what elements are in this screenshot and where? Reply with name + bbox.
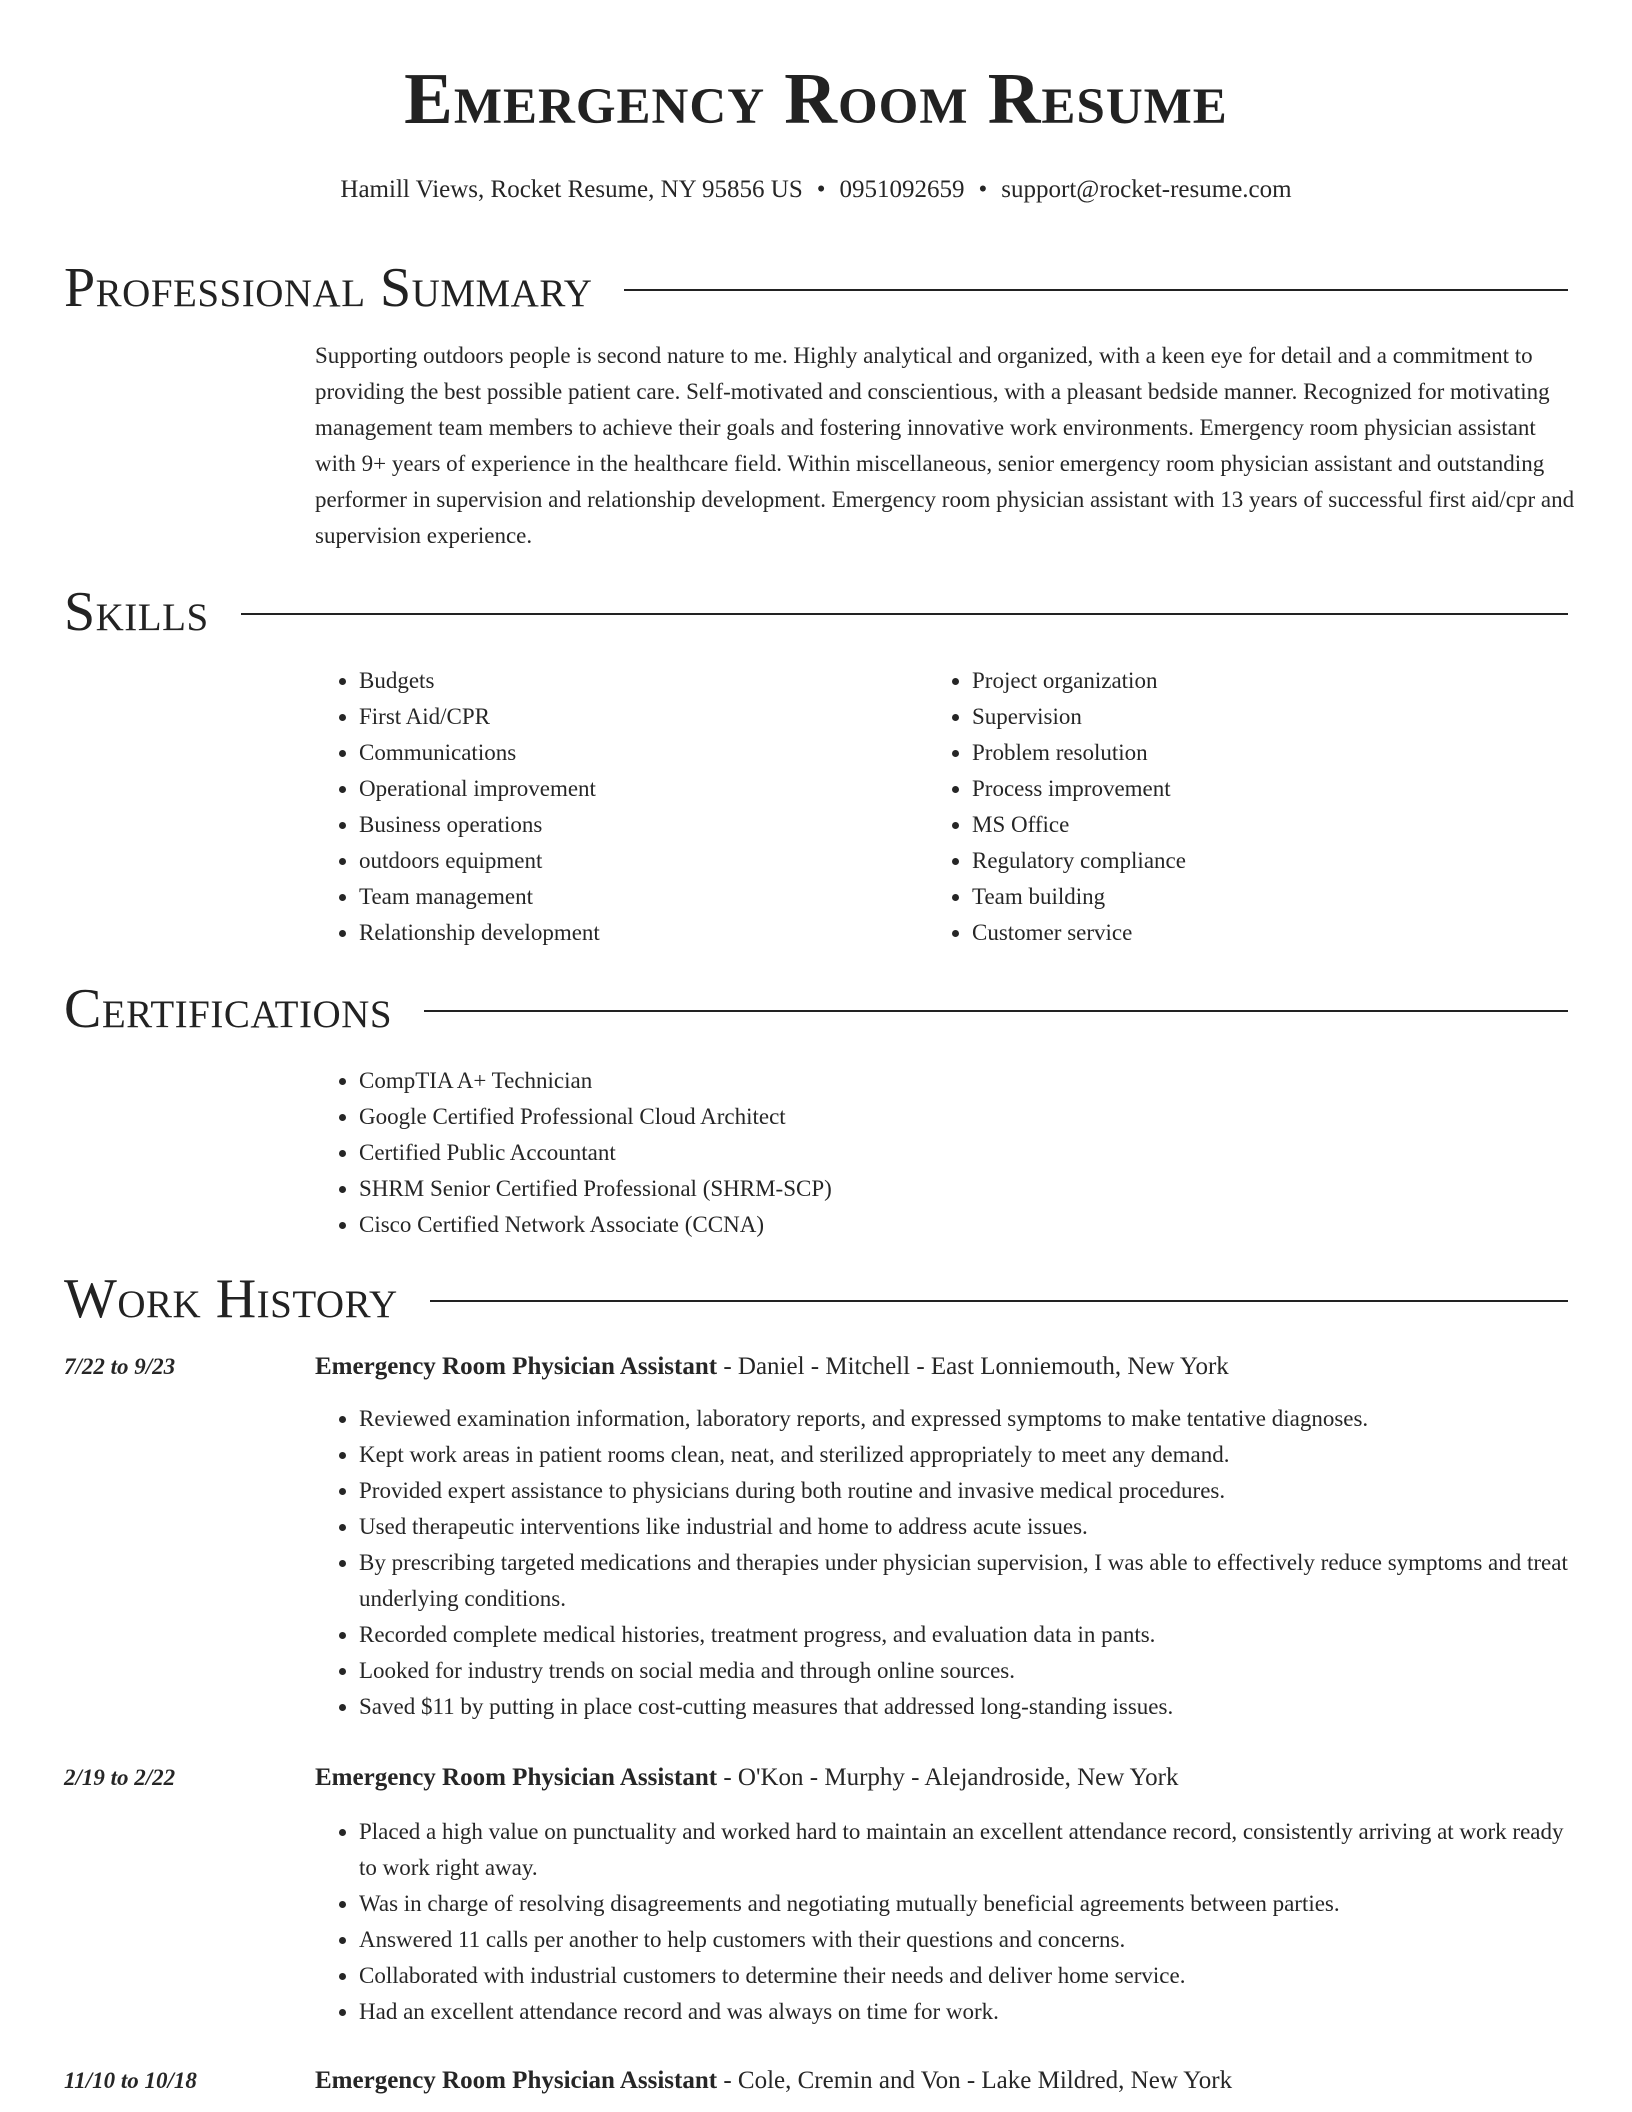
contact-line (0, 175, 1632, 205)
section-divider (424, 1010, 1568, 1012)
job-employer: - Cole, Cremin and Von - Lake Mildred, New York (717, 2067, 1233, 2094)
skill-item: • Problem resolution (972, 735, 1528, 771)
section-divider (430, 1300, 1568, 1302)
skill-item: • Team management (359, 879, 915, 915)
job-duty-item: • Saved $11 by putting in place cost-cutting measures that addressed long-standing issues. (359, 1689, 1575, 1725)
job-duty-item: • Placed a high value on punctuality and worked hard to maintain an excellent attendance record, consistently arriving at work ready to work right away. (359, 1814, 1575, 1886)
certification-item: • CompTIA A+ Technician (359, 1063, 1515, 1099)
job-duty-item: • Answered 11 calls per another to help customers with their questions and concerns. (359, 1922, 1575, 1958)
job-dates: 11/10 to 10/18 (64, 2068, 197, 2093)
skill-item: • Business operations (359, 807, 915, 843)
document-title: Emergency Room Resume (404, 58, 1228, 139)
skill-item: • Relationship development (359, 915, 915, 951)
contact-separator: • (816, 176, 826, 203)
skill-item: • Regulatory compliance (972, 843, 1528, 879)
work-history-heading: Work History (64, 1268, 398, 1330)
summary-heading: Professional Summary (64, 257, 593, 319)
skill-item: • Team building (972, 879, 1528, 915)
skill-item: • Project organization (972, 663, 1528, 699)
job-role: Emergency Room Physician Assistant (315, 1764, 718, 1791)
job-role: Emergency Room Physician Assistant (315, 1353, 718, 1380)
contact-separator: • (978, 176, 988, 203)
skill-item: • Customer service (972, 915, 1528, 951)
skills-list-left (315, 663, 915, 951)
summary-text: Supporting outdoors people is second nature to me. Highly analytical and organized, with a keen eye for detail and a commitment to providing the best possible patient care. Self-motivated and conscientious, with a pleasant bedside manner. Recognized for motivating management team members to achieve their goals and fostering innovative work environments. Emergency room physician assistant with 9+ years of experience in the healthcare field. Within miscellaneous, senior emergency room physician assistant and outstanding performer in supervision and relationship development. Emergency room physician assistant with 13 years of successful first aid/cpr and supervision experience. (315, 343, 1575, 548)
job-duty-item: • By prescribing targeted medications and therapies under physician supervision, I was able to effectively reduce symptoms and treat underlying conditions. (359, 1545, 1575, 1617)
job-employer: - O'Kon - Murphy - Alejandroside, New York (717, 1764, 1179, 1791)
skills-heading: Skills (64, 581, 209, 643)
job-heading (315, 2065, 1232, 2097)
job-duties (315, 1814, 1575, 2030)
certifications-list (315, 1063, 1515, 1243)
job-dates: 7/22 to 9/23 (64, 1354, 176, 1379)
contact-email: support@rocket-resume.com (1001, 176, 1292, 203)
skill-item: • Process improvement (972, 771, 1528, 807)
job-duty-item: • Was in charge of resolving disagreements and negotiating mutually beneficial agreements between parties. (359, 1886, 1575, 1922)
job-duty-item: • Reviewed examination information, laboratory reports, and expressed symptoms to make tentative diagnoses. (359, 1401, 1575, 1437)
summary-section-header (64, 257, 1568, 319)
certification-item: • Certified Public Accountant (359, 1135, 1515, 1171)
skill-item: • MS Office (972, 807, 1528, 843)
job-heading (315, 1762, 1178, 1794)
job-heading (315, 1351, 1229, 1383)
certifications-block (315, 1063, 1515, 1243)
skill-item: • Operational improvement (359, 771, 915, 807)
skill-item: • Budgets (359, 663, 915, 699)
certification-item: • SHRM Senior Certified Professional (SHRM-SCP) (359, 1171, 1515, 1207)
contact-address: Hamill Views, Rocket Resume, NY 95856 US (340, 176, 803, 203)
skill-item: • Communications (359, 735, 915, 771)
certifications-section-header (64, 978, 1568, 1040)
certification-item: • Google Certified Professional Cloud Architect (359, 1099, 1515, 1135)
job-duties-list (315, 1401, 1575, 1725)
job-duty-item: • Had an excellent attendance record and was always on time for work. (359, 1994, 1575, 2030)
job-duty-item: • Used therapeutic interventions like industrial and home to address acute issues. (359, 1509, 1575, 1545)
skill-item: • outdoors equipment (359, 843, 915, 879)
job-employer: - Daniel - Mitchell - East Lonniemouth, New York (717, 1353, 1229, 1380)
work-history-section-header (64, 1268, 1568, 1330)
job-dates: 2/19 to 2/22 (64, 1765, 176, 1790)
job-duty-item: • Kept work areas in patient rooms clean, neat, and sterilized appropriately to meet any demand. (359, 1437, 1575, 1473)
skills-list-right (928, 663, 1528, 951)
job-duties-list (315, 1814, 1575, 2030)
skills-section-header (64, 581, 1568, 643)
skills-column-right (928, 663, 1528, 951)
certification-item: • Cisco Certified Network Associate (CCNA) (359, 1207, 1515, 1243)
section-divider (241, 613, 1568, 615)
job-duty-item: • Looked for industry trends on social media and through online sources. (359, 1653, 1575, 1689)
skill-item: • Supervision (972, 699, 1528, 735)
job-duty-item: • Provided expert assistance to physicians during both routine and invasive medical procedures. (359, 1473, 1575, 1509)
skills-column-left (315, 663, 915, 951)
job-duty-item: • Recorded complete medical histories, treatment progress, and evaluation data in pants. (359, 1617, 1575, 1653)
job-duties (315, 1401, 1575, 1725)
job-duty-item: • Collaborated with industrial customers to determine their needs and deliver home service. (359, 1958, 1575, 1994)
contact-phone: 0951092659 (839, 176, 965, 203)
skill-item: • First Aid/CPR (359, 699, 915, 735)
job-role: Emergency Room Physician Assistant (315, 2067, 718, 2094)
section-divider (624, 289, 1568, 291)
certifications-heading: Certifications (64, 978, 393, 1040)
